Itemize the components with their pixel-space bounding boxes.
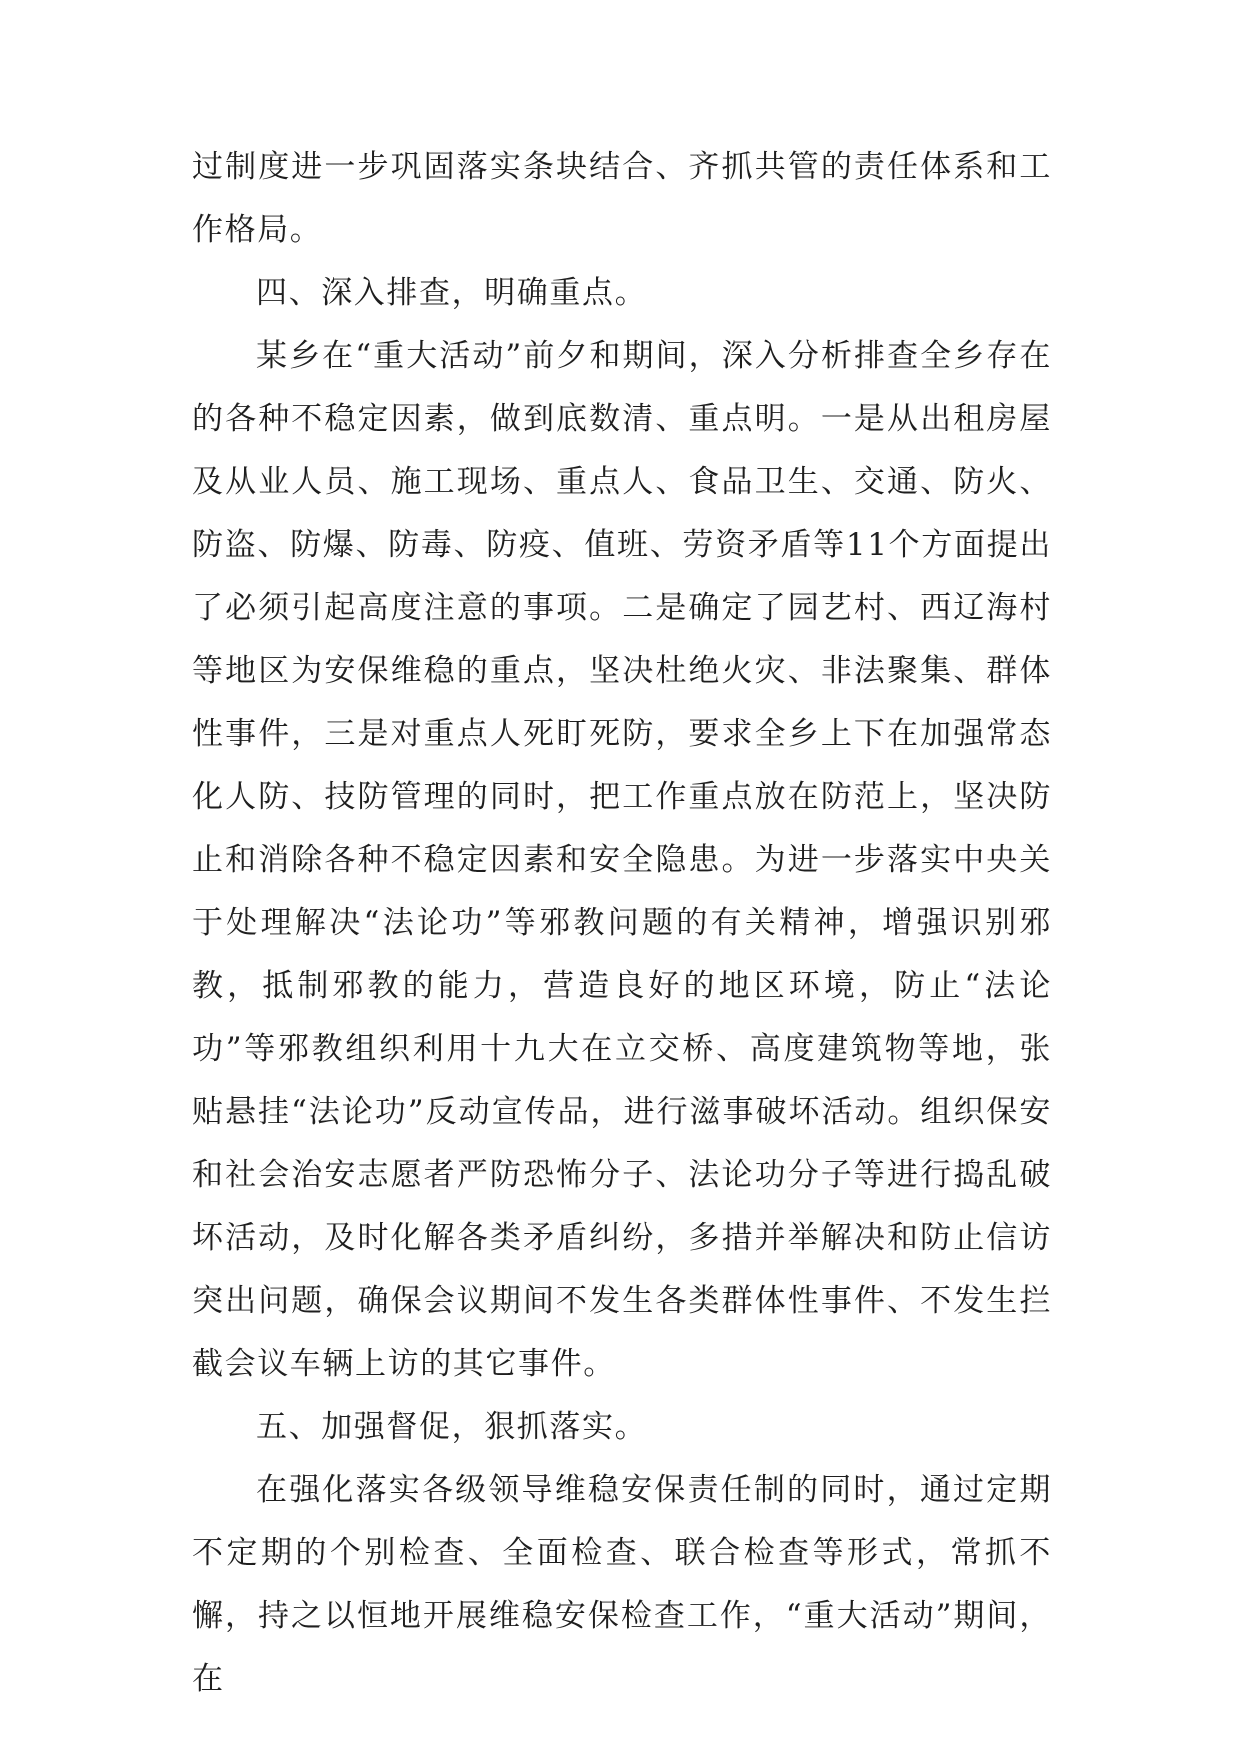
section-heading-five: 五、加强督促，狠抓落实。 <box>256 1409 648 1445</box>
section-heading-four: 四、深入排查，明确重点。 <box>256 275 648 311</box>
section-body-four: 某乡在“重大活动”前夕和期间，深入分析排查全乡存在的各种不稳定因素，做到底数清、重点明。一是从出租房屋及从业人员、施工现场、重点人、食品卫生、交通、防火、防盗、防爆、防毒、防疫、值班、劳资矛盾等11个方面提出了必须引起高度注意的事项。二是确定了园艺村、西辽海村等地区为安保维稳的重点，坚决杜绝火灾、非法聚集、群体性事件，三是对重点人死盯死防，要求全乡上下在加强常态化人防、技防管理的同时，把工作重点放在防范上，坚决防止和消除各种不稳定因素和安全隐患。为进一步落实中央关于处理解决“法论功”等邪教问题的有关精神，增强识别邪教，抵制邪教的能力，营造良好的地区环境，防止“法论功”等邪教组织利用十九大在立交桥、高度建筑物等地，张贴悬挂“法论功”反动宣传品，进行滋事破坏活动。组织保安和社会治安志愿者严防恐怖分子、法论功分子等进行捣乱破坏活动，及时化解各类矛盾纠纷，多措并举解决和防止信访突出问题，确保会议期间不发生各类群体性事件、不发生拦截会议车辆上访的其它事件。 <box>192 338 1052 1382</box>
continuation-paragraph: 过制度进一步巩固落实条块结合、齐抓共管的责任体系和工作格局。 <box>192 149 1052 248</box>
document-page <box>192 136 1052 1711</box>
section-body-five: 在强化落实各级领导维稳安保责任制的同时，通过定期不定期的个别检查、全面检查、联合检查等形式，常抓不懈，持之以恒地开展维稳安保检查工作，“重大活动”期间，在 <box>192 1472 1052 1697</box>
